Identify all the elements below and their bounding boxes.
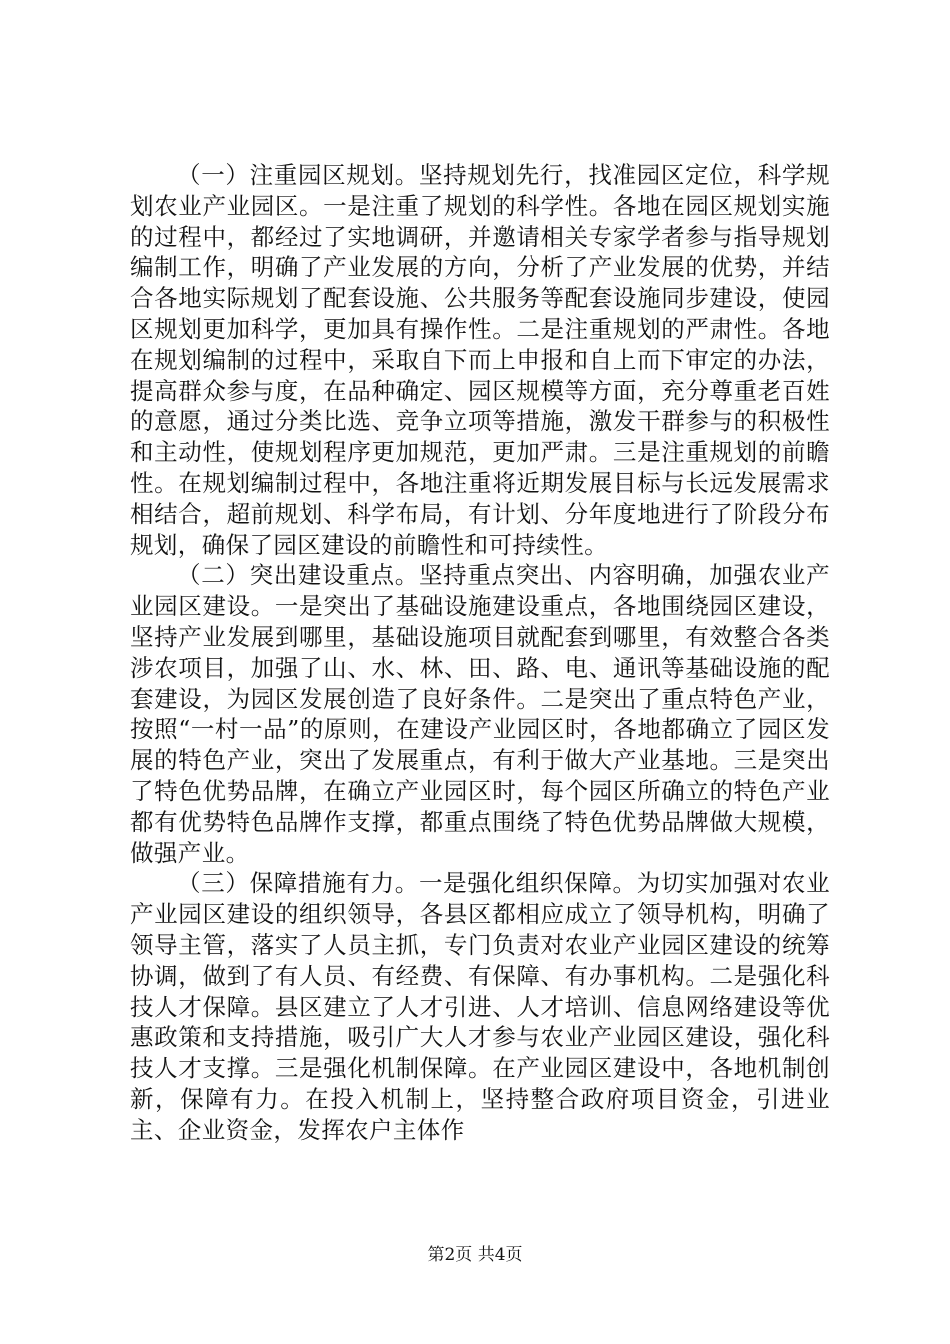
page-footer: 第2页 共4页	[427, 1245, 523, 1265]
paragraph-2: （二）突出建设重点。坚持重点突出、内容明确，加强农业产业园区建设。一是突出了基础设施建设重点，各地围绕园区建设，坚持产业发展到哪里，基础设施项目就配套到哪里，有效整合各类涉农项目，加强了山、水、林、田、路、电、通讯等基础设施的配套建设，为园区发展创造了良好条件。二是突出了重点特色产业，按照“一村一品”的原则，在建设产业园区时，各地都确立了园区发展的特色产业，突出了发展重点，有利于做大产业基地。三是突出了特色优势品牌，在确立产业园区时，每个园区所确立的特色产业都有优势特色品牌作支撑，都重点围绕了特色优势品牌做大规模，做强产业。	[130, 561, 830, 867]
paragraph-3: （三）保障措施有力。一是强化组织保障。为切实加强对农业产业园区建设的组织领导，各县区都相应成立了领导机构，明确了领导主管，落实了人员主抓，专门负责对农业产业园区建设的统筹协调，做到了有人员、有经费、有保障、有办事机构。二是强化科技人才保障。县区建立了人才引进、人才培训、信息网络建设等优惠政策和支持措施，吸引广大人才参与农业产业园区建设，强化科技人才支撑。三是强化机制保障。在产业园区建设中，各地机制创新，保障有力。在投入机制上，坚持整合政府项目资金，引进业主、企业资金，发挥农户主体作	[130, 869, 830, 1144]
document-body	[130, 160, 830, 1146]
paragraph-1: （一）注重园区规划。坚持规划先行，找准园区定位，科学规划农业产业园区。一是注重了规划的科学性。各地在园区规划实施的过程中，都经过了实地调研，并邀请相关专家学者参与指导规划编制工作，明确了产业发展的方向，分析了产业发展的优势，并结合各地实际规划了配套设施、公共服务等配套设施同步建设，使园区规划更加科学，更加具有操作性。二是注重规划的严肃性。各地在规划编制的过程中，采取自下而上申报和自上而下审定的办法，提高群众参与度，在品种确定、园区规模等方面，充分尊重老百姓的意愿，通过分类比选、竞争立项等措施，激发干群参与的积极性和主动性，使规划程序更加规范，更加严肃。三是注重规划的前瞻性。在规划编制过程中，各地注重将近期发展目标与长远发展需求相结合，超前规划、科学布局，有计划、分年度地进行了阶段分布规划，确保了园区建设的前瞻性和可持续性。	[130, 161, 830, 559]
